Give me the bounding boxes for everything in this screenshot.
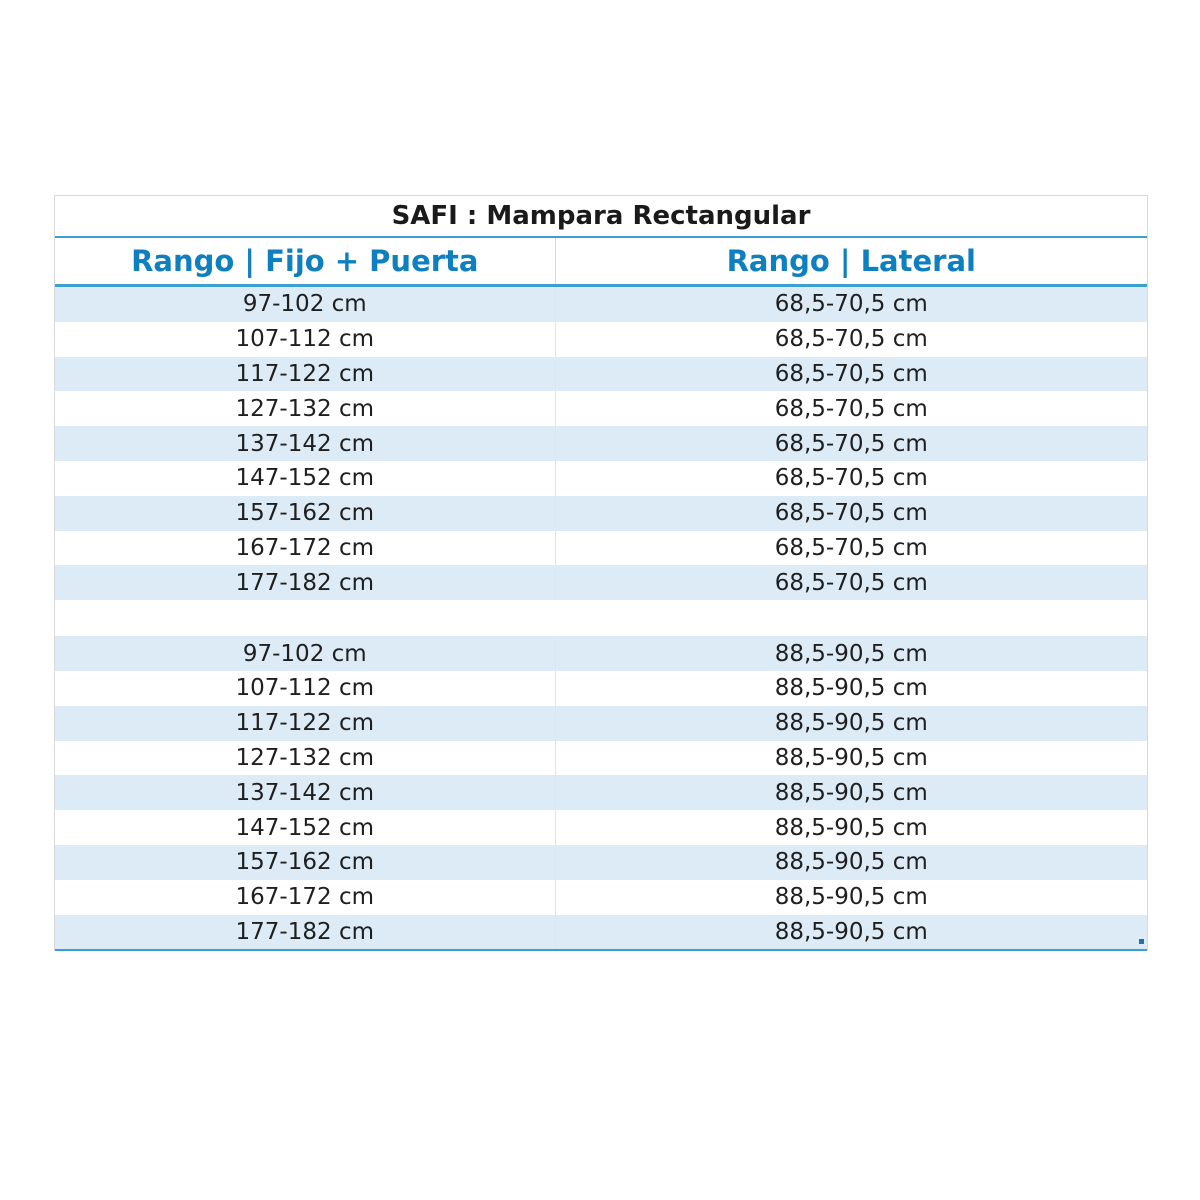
table-row bbox=[55, 845, 1147, 880]
cell-lateral: 68,5-70,5 cm bbox=[555, 461, 1147, 496]
cell-lateral: 68,5-70,5 cm bbox=[555, 357, 1147, 392]
cell-fijo-puerta: 107-112 cm bbox=[235, 675, 374, 702]
table-row bbox=[55, 426, 1147, 461]
row-group-88 bbox=[55, 636, 1147, 951]
cell-fijo-puerta: 147-152 cm bbox=[235, 465, 374, 492]
table-row bbox=[55, 636, 1147, 671]
cell-lateral: 68,5-70,5 cm bbox=[555, 287, 1147, 322]
table-title: SAFI : Mampara Rectangular bbox=[55, 196, 1147, 238]
table-row bbox=[55, 496, 1147, 531]
cell-lateral: 88,5-90,5 cm bbox=[555, 915, 1147, 950]
cell-fijo-puerta: 117-122 cm bbox=[235, 360, 374, 387]
row-group-68 bbox=[55, 287, 1147, 600]
cell-lateral: 88,5-90,5 cm bbox=[555, 741, 1147, 776]
table-row bbox=[55, 810, 1147, 845]
cell-fijo-puerta: 97-102 cm bbox=[242, 640, 367, 667]
header-lateral: Rango | Lateral bbox=[555, 238, 1147, 284]
table-row bbox=[55, 287, 1147, 322]
table-row bbox=[55, 391, 1147, 426]
cell-lateral: 68,5-70,5 cm bbox=[555, 565, 1147, 600]
table-row bbox=[55, 671, 1147, 706]
cell-fijo-puerta: 167-172 cm bbox=[235, 884, 374, 911]
cell-fijo-puerta: 107-112 cm bbox=[235, 326, 374, 353]
cell-fijo-puerta: 157-162 cm bbox=[235, 500, 374, 527]
cell-lateral: 68,5-70,5 cm bbox=[555, 531, 1147, 566]
cell-fijo-puerta: 157-162 cm bbox=[235, 849, 374, 876]
cell-fijo-puerta: 177-182 cm bbox=[235, 918, 374, 945]
resize-handle-icon bbox=[1139, 939, 1144, 944]
table-row bbox=[55, 322, 1147, 357]
table-row bbox=[55, 706, 1147, 741]
cell-lateral: 88,5-90,5 cm bbox=[555, 880, 1147, 915]
cell-lateral: 88,5-90,5 cm bbox=[555, 636, 1147, 671]
cell-lateral: 68,5-70,5 cm bbox=[555, 426, 1147, 461]
header-row bbox=[55, 238, 1147, 287]
header-fijo-puerta: Rango | Fijo + Puerta bbox=[131, 244, 479, 278]
cell-lateral: 88,5-90,5 cm bbox=[555, 845, 1147, 880]
cell-fijo-puerta: 127-132 cm bbox=[235, 744, 374, 771]
cell-fijo-puerta: 137-142 cm bbox=[235, 430, 374, 457]
cell-fijo-puerta: 117-122 cm bbox=[235, 710, 374, 737]
cell-fijo-puerta: 137-142 cm bbox=[235, 779, 374, 806]
cell-lateral: 88,5-90,5 cm bbox=[555, 671, 1147, 706]
cell-fijo-puerta: 147-152 cm bbox=[235, 814, 374, 841]
cell-lateral: 88,5-90,5 cm bbox=[555, 706, 1147, 741]
table-row bbox=[55, 357, 1147, 392]
cell-fijo-puerta: 127-132 cm bbox=[235, 395, 374, 422]
table-row bbox=[55, 741, 1147, 776]
table-row bbox=[55, 565, 1147, 600]
table-row bbox=[55, 775, 1147, 810]
table-row bbox=[55, 461, 1147, 496]
table-row bbox=[55, 880, 1147, 915]
cell-fijo-puerta: 97-102 cm bbox=[242, 291, 367, 318]
cell-lateral: 68,5-70,5 cm bbox=[555, 496, 1147, 531]
cell-fijo-puerta: 177-182 cm bbox=[235, 569, 374, 596]
table-row bbox=[55, 531, 1147, 566]
cell-fijo-puerta: 167-172 cm bbox=[235, 534, 374, 561]
size-table bbox=[54, 195, 1148, 951]
cell-lateral: 88,5-90,5 cm bbox=[555, 775, 1147, 810]
cell-lateral: 68,5-70,5 cm bbox=[555, 322, 1147, 357]
group-spacer bbox=[55, 600, 1147, 636]
cell-lateral: 68,5-70,5 cm bbox=[555, 391, 1147, 426]
table-row bbox=[55, 915, 1147, 950]
cell-lateral: 88,5-90,5 cm bbox=[555, 810, 1147, 845]
